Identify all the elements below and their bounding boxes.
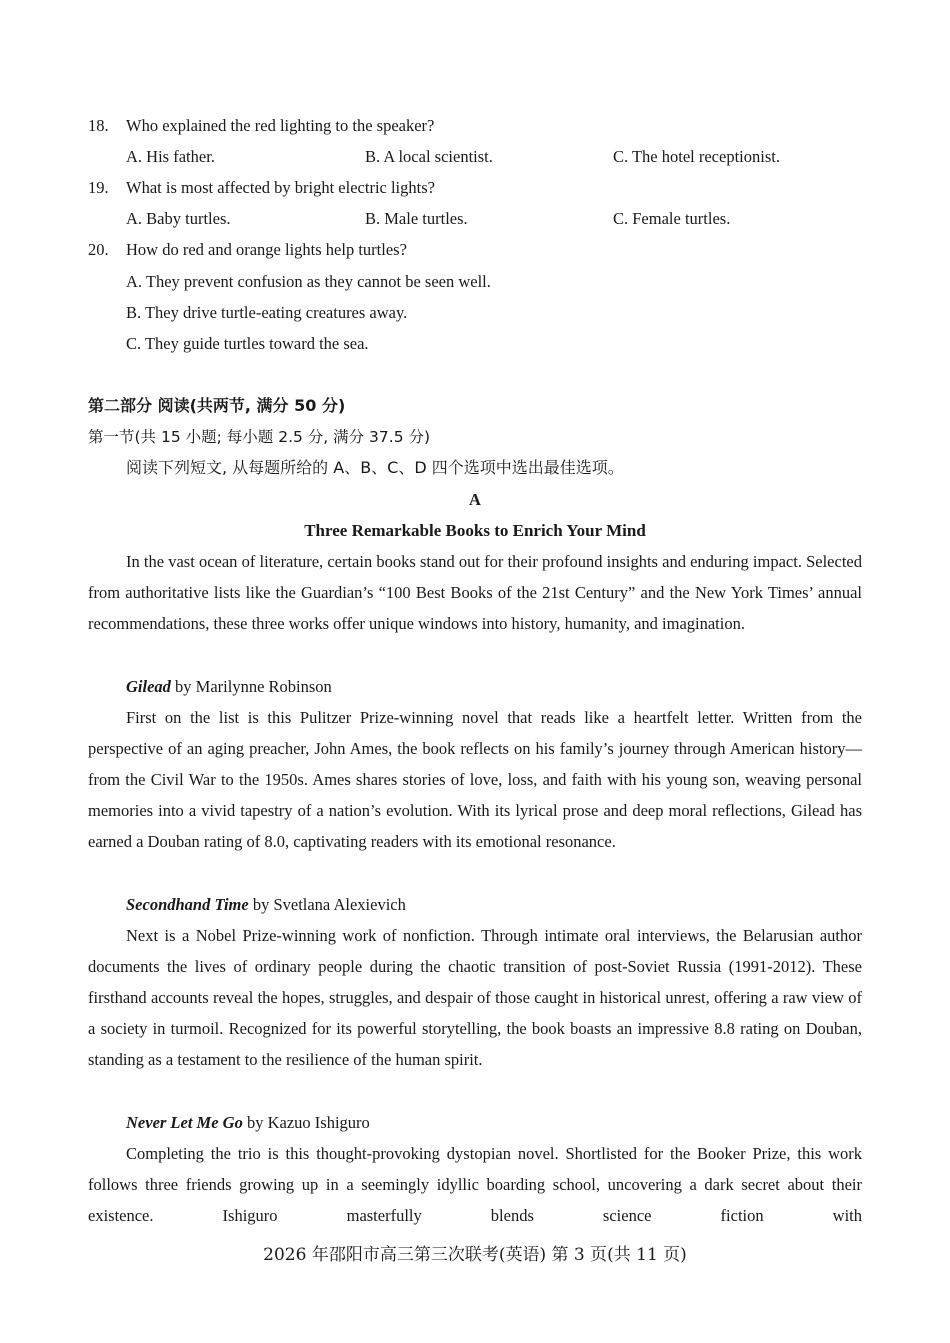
instruction-text: 阅读下列短文, 从每题所给的 A、B、C、D 四个选项中选出最佳选项。	[126, 458, 624, 477]
question-number: 19.	[88, 178, 109, 197]
option-b: B. A local scientist.	[365, 147, 493, 166]
book-title: Never Let Me Go	[126, 1113, 243, 1132]
book-title: Secondhand Time	[126, 895, 249, 914]
option-c: C. They guide turtles toward the sea.	[126, 334, 369, 353]
page-footer: 2026 年邵阳市高三第三次联考(英语) 第 3 页(共 11 页)	[263, 1245, 687, 1265]
question-text: Who explained the red lighting to the speaker?	[126, 116, 435, 135]
book-title: Gilead	[126, 677, 171, 696]
option-a: A. His father.	[126, 147, 215, 166]
option-b: B. They drive turtle-eating creatures away.	[126, 303, 408, 322]
book-author: by Marilynne Robinson	[170, 677, 332, 696]
passage-letter: A	[469, 490, 481, 509]
question-number: 18.	[88, 116, 109, 135]
option-a: A. They prevent confusion as they cannot be seen well.	[126, 272, 491, 291]
book-heading	[126, 1113, 370, 1133]
book-author: by Svetlana Alexievich	[248, 895, 406, 914]
passage-title: Three Remarkable Books to Enrich Your Mind	[304, 521, 646, 540]
book-author: by Kazuo Ishiguro	[242, 1113, 370, 1132]
book-heading	[126, 895, 406, 915]
book-paragraph: Next is a Nobel Prize-winning work of nonfiction. Through intimate oral interviews, the Belarusian author documents the lives of ordinary people during the chaotic transition of post-Soviet Russia (1991-2012). These firsthand accounts reveal the hopes, struggles, and despair of those caught in historical unrest, offering a raw view of a society in turmoil. Recognized for its powerful storytelling, the book boasts an impressive 8.8 rating on Douban, standing as a testament to the resilience of the human spirit.	[88, 926, 862, 1070]
book-paragraph: First on the list is this Pulitzer Prize-winning novel that reads like a heartfelt letter. Written from the perspective of an aging preacher, John Ames, the book reflects on his family’s journey through American history—from the Civil War to the 1950s. Ames shares stories of love, loss, and faith with his young son, weaving personal memories into a vivid tapestry of a nation’s evolution. With its lyrical prose and deep moral reflections, Gilead has earned a Douban rating of 8.0, captivating readers with its emotional resonance.	[88, 708, 862, 852]
question-text: How do red and orange lights help turtles?	[126, 240, 407, 259]
book-heading	[126, 677, 332, 697]
question-text: What is most affected by bright electric lights?	[126, 178, 435, 197]
section-heading: 第一节(共 15 小题; 每小题 2.5 分, 满分 37.5 分)	[88, 428, 431, 446]
option-a: A. Baby turtles.	[126, 209, 231, 228]
option-b: B. Male turtles.	[365, 209, 468, 228]
book-paragraph: Completing the trio is this thought-provoking dystopian novel. Shortlisted for the Booker Prize, this work follows three friends growing up in a seemingly idyllic boarding school, uncovering a dark secret about their existence. Ishiguro masterfully blends science fiction with	[88, 1144, 862, 1226]
option-c: C. The hotel receptionist.	[613, 147, 780, 166]
question-number: 20.	[88, 240, 109, 259]
option-c: C. Female turtles.	[613, 209, 731, 228]
intro-paragraph: In the vast ocean of literature, certain books stand out for their profound insights and enduring impact. Selected from authoritative lists like the Guardian’s “100 Best Books of the 21st Century” and the New York Times’ annual recommendations, these three works offer unique windows into history, humanity, and imagination.	[88, 552, 862, 634]
part-heading: 第二部分 阅读(共两节, 满分 50 分)	[88, 396, 346, 415]
